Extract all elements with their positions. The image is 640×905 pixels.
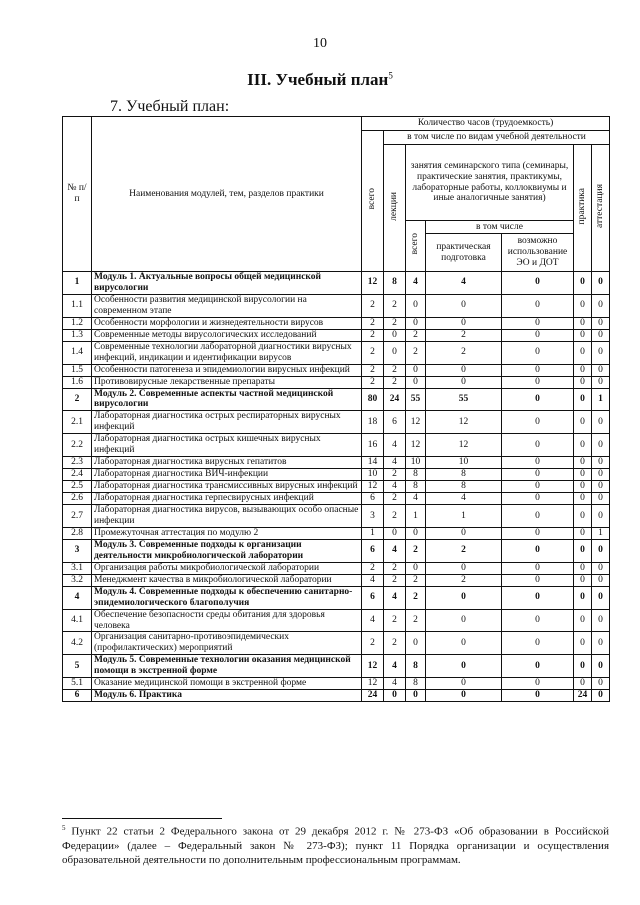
section-title-text: III. Учебный план — [247, 70, 389, 89]
cell-total: 6 — [362, 586, 384, 609]
cell-lectures: 4 — [384, 457, 406, 469]
topic-row — [63, 469, 610, 481]
cell-num: 3.2 — [63, 574, 92, 586]
cell-lectures: 0 — [384, 527, 406, 539]
cell-seminar-total: 8 — [406, 678, 426, 690]
cell-total: 1 — [362, 527, 384, 539]
cell-practical-training: 0 — [426, 527, 502, 539]
cell-lectures: 0 — [384, 690, 406, 702]
header-attestation-text: аттестация — [595, 184, 606, 229]
cell-lectures: 4 — [384, 586, 406, 609]
cell-seminar-total: 4 — [406, 493, 426, 505]
cell-attestation: 0 — [592, 539, 610, 562]
cell-num: 2.7 — [63, 505, 92, 528]
cell-seminar-total: 2 — [406, 609, 426, 632]
cell-practice: 0 — [574, 469, 592, 481]
module-row — [63, 388, 610, 411]
cell-seminar-total: 2 — [406, 539, 426, 562]
cell-total: 2 — [362, 364, 384, 376]
cell-practice: 0 — [574, 364, 592, 376]
cell-practical-training: 1 — [426, 505, 502, 528]
cell-lectures: 2 — [384, 632, 406, 655]
cell-eo-dot: 0 — [502, 341, 574, 364]
cell-practical-training: 2 — [426, 539, 502, 562]
cell-seminar-total: 0 — [406, 632, 426, 655]
footnote-divider — [62, 818, 222, 819]
cell-name: Модуль 5. Современные технологии оказания медицинской помощи в экстренной форме — [92, 655, 362, 678]
cell-practice: 0 — [574, 294, 592, 317]
footnote — [62, 824, 609, 868]
module-row — [63, 586, 610, 609]
cell-total: 18 — [362, 411, 384, 434]
cell-name: Особенности морфологии и жизнедеятельности вирусов — [92, 317, 362, 329]
cell-attestation: 0 — [592, 341, 610, 364]
cell-eo-dot: 0 — [502, 294, 574, 317]
cell-practical-training: 4 — [426, 272, 502, 295]
cell-practical-training: 4 — [426, 493, 502, 505]
header-practice — [574, 145, 592, 272]
cell-practical-training: 0 — [426, 294, 502, 317]
cell-total: 2 — [362, 632, 384, 655]
cell-practice: 0 — [574, 434, 592, 457]
cell-attestation: 0 — [592, 329, 610, 341]
cell-name: Лабораторная диагностика острых респираторных вирусных инфекций — [92, 411, 362, 434]
cell-seminar-total: 0 — [406, 376, 426, 388]
cell-attestation: 0 — [592, 364, 610, 376]
cell-eo-dot: 0 — [502, 481, 574, 493]
cell-num: 1.1 — [63, 294, 92, 317]
cell-num: 2.2 — [63, 434, 92, 457]
cell-seminar-total: 0 — [406, 690, 426, 702]
cell-practical-training: 55 — [426, 388, 502, 411]
cell-practice: 0 — [574, 457, 592, 469]
cell-seminar-total: 0 — [406, 364, 426, 376]
cell-num: 1.2 — [63, 317, 92, 329]
cell-practice: 0 — [574, 481, 592, 493]
cell-name: Оказание медицинской помощи в экстренной форме — [92, 678, 362, 690]
topic-row — [63, 434, 610, 457]
cell-name: Современные методы вирусологических исследований — [92, 329, 362, 341]
cell-name: Организация санитарно-противоэпидемических (профилактических) мероприятий — [92, 632, 362, 655]
page-number: 10 — [313, 36, 327, 51]
cell-attestation: 0 — [592, 632, 610, 655]
cell-total: 12 — [362, 655, 384, 678]
cell-lectures: 2 — [384, 562, 406, 574]
header-num: № п/п — [63, 117, 92, 272]
topic-row — [63, 481, 610, 493]
cell-seminar-total: 2 — [406, 329, 426, 341]
topic-row — [63, 376, 610, 388]
topic-row — [63, 493, 610, 505]
cell-total: 14 — [362, 457, 384, 469]
cell-name: Лабораторная диагностика ВИЧ-инфекции — [92, 469, 362, 481]
cell-num: 3.1 — [63, 562, 92, 574]
cell-eo-dot: 0 — [502, 690, 574, 702]
cell-name: Модуль 1. Актуальные вопросы общей медицинской вирусологии — [92, 272, 362, 295]
cell-seminar-total: 4 — [406, 272, 426, 295]
cell-eo-dot: 0 — [502, 469, 574, 481]
cell-seminar-total: 0 — [406, 527, 426, 539]
cell-attestation: 0 — [592, 655, 610, 678]
cell-name: Современные технологии лабораторной диагностики вирусных инфекций, индикации и идентификации вирусов — [92, 341, 362, 364]
header-eo-dot: возможно использование ЭО и ДОТ — [502, 234, 574, 272]
header-lectures-text: лекции — [389, 191, 400, 221]
cell-num: 2.1 — [63, 411, 92, 434]
header-name: Наименования модулей, тем, разделов практики — [92, 117, 362, 272]
cell-num: 5.1 — [63, 678, 92, 690]
cell-attestation: 0 — [592, 469, 610, 481]
cell-practical-training: 2 — [426, 329, 502, 341]
cell-practical-training: 12 — [426, 411, 502, 434]
cell-eo-dot: 0 — [502, 574, 574, 586]
cell-eo-dot: 0 — [502, 317, 574, 329]
cell-total: 6 — [362, 493, 384, 505]
cell-total: 2 — [362, 329, 384, 341]
cell-practice: 0 — [574, 655, 592, 678]
subtitle: 7. Учебный план: — [110, 98, 230, 115]
module-row — [63, 690, 610, 702]
cell-seminar-total: 2 — [406, 341, 426, 364]
cell-total: 16 — [362, 434, 384, 457]
cell-practice: 0 — [574, 411, 592, 434]
cell-seminar-total: 2 — [406, 586, 426, 609]
cell-practice: 0 — [574, 341, 592, 364]
cell-name: Организация работы микробиологической лаборатории — [92, 562, 362, 574]
cell-practical-training: 0 — [426, 690, 502, 702]
cell-eo-dot: 0 — [502, 562, 574, 574]
cell-name: Особенности патогенеза и эпидемиологии вирусных инфекций — [92, 364, 362, 376]
cell-practice: 0 — [574, 329, 592, 341]
cell-eo-dot: 0 — [502, 493, 574, 505]
cell-name: Лабораторная диагностика острых кишечных вирусных инфекций — [92, 434, 362, 457]
cell-eo-dot: 0 — [502, 388, 574, 411]
cell-attestation: 1 — [592, 388, 610, 411]
cell-practice: 0 — [574, 493, 592, 505]
cell-lectures: 4 — [384, 539, 406, 562]
cell-attestation: 0 — [592, 574, 610, 586]
cell-attestation: 0 — [592, 609, 610, 632]
cell-attestation: 0 — [592, 294, 610, 317]
topic-row — [63, 609, 610, 632]
cell-total: 6 — [362, 539, 384, 562]
cell-eo-dot: 0 — [502, 655, 574, 678]
cell-practical-training: 2 — [426, 574, 502, 586]
cell-total: 3 — [362, 505, 384, 528]
cell-seminar-total: 1 — [406, 505, 426, 528]
cell-eo-dot: 0 — [502, 457, 574, 469]
cell-lectures: 2 — [384, 469, 406, 481]
header-seminar-total — [406, 221, 426, 272]
cell-practical-training: 0 — [426, 632, 502, 655]
cell-seminar-total: 0 — [406, 562, 426, 574]
cell-lectures: 4 — [384, 481, 406, 493]
topic-row — [63, 341, 610, 364]
cell-attestation: 0 — [592, 376, 610, 388]
cell-attestation: 0 — [592, 457, 610, 469]
cell-eo-dot: 0 — [502, 272, 574, 295]
cell-name: Лабораторная диагностика вирусов, вызывающих особо опасные инфекции — [92, 505, 362, 528]
cell-total: 4 — [362, 574, 384, 586]
cell-num: 5 — [63, 655, 92, 678]
cell-practical-training: 0 — [426, 317, 502, 329]
cell-total: 2 — [362, 294, 384, 317]
cell-practical-training: 0 — [426, 655, 502, 678]
cell-seminar-total: 55 — [406, 388, 426, 411]
cell-lectures: 2 — [384, 493, 406, 505]
cell-attestation: 0 — [592, 678, 610, 690]
cell-seminar-total: 10 — [406, 457, 426, 469]
cell-total: 24 — [362, 690, 384, 702]
cell-practical-training: 0 — [426, 376, 502, 388]
topic-row — [63, 562, 610, 574]
cell-total: 12 — [362, 481, 384, 493]
cell-eo-dot: 0 — [502, 586, 574, 609]
header-total-text: всего — [367, 188, 378, 210]
cell-total: 2 — [362, 341, 384, 364]
header-incl: в том числе — [426, 221, 574, 234]
cell-lectures: 4 — [384, 655, 406, 678]
footnote-text: Пункт 22 статьи 2 Федерального закона от 29 декабря 2012 г. № 273-ФЗ «Об образовании в Российской Федерации» (далее – Федеральный закон № 273-ФЗ); пункт 11 Порядка организации и осуществления образовательной деятельности по дополнительным профессиональным программам. — [62, 825, 609, 867]
cell-attestation: 0 — [592, 411, 610, 434]
cell-eo-dot: 0 — [502, 329, 574, 341]
cell-eo-dot: 0 — [502, 505, 574, 528]
cell-practical-training: 2 — [426, 341, 502, 364]
section-title — [0, 70, 640, 90]
cell-num: 2.4 — [63, 469, 92, 481]
cell-practice: 0 — [574, 527, 592, 539]
cell-seminar-total: 0 — [406, 317, 426, 329]
cell-lectures: 2 — [384, 505, 406, 528]
cell-num: 1.5 — [63, 364, 92, 376]
cell-name: Промежуточная аттестация по модулю 2 — [92, 527, 362, 539]
header-hours: Количество часов (трудоемкость) — [362, 117, 610, 131]
topic-row — [63, 411, 610, 434]
cell-num: 1.3 — [63, 329, 92, 341]
topic-row — [63, 329, 610, 341]
module-row — [63, 655, 610, 678]
topic-row — [63, 527, 610, 539]
cell-name: Модуль 4. Современные подходы к обеспечению санитарно-эпидемиологического благополучия — [92, 586, 362, 609]
cell-name: Противовирусные лекарственные препараты — [92, 376, 362, 388]
cell-eo-dot: 0 — [502, 539, 574, 562]
cell-attestation: 0 — [592, 272, 610, 295]
cell-total: 2 — [362, 317, 384, 329]
cell-practice: 0 — [574, 317, 592, 329]
module-row — [63, 539, 610, 562]
curriculum-table — [62, 116, 610, 702]
cell-eo-dot: 0 — [502, 632, 574, 655]
topic-row — [63, 678, 610, 690]
cell-lectures: 0 — [384, 329, 406, 341]
cell-seminar-total: 12 — [406, 411, 426, 434]
cell-num: 2.3 — [63, 457, 92, 469]
cell-name: Модуль 6. Практика — [92, 690, 362, 702]
cell-attestation: 0 — [592, 586, 610, 609]
cell-attestation: 0 — [592, 434, 610, 457]
cell-eo-dot: 0 — [502, 609, 574, 632]
cell-seminar-total: 12 — [406, 434, 426, 457]
cell-practical-training: 12 — [426, 434, 502, 457]
cell-num: 1 — [63, 272, 92, 295]
header-seminar-total-text: всего — [410, 233, 421, 255]
cell-name: Особенности развития медицинской вирусологии на современном этапе — [92, 294, 362, 317]
header-lectures — [384, 145, 406, 272]
cell-name: Лабораторная диагностика трансмиссивных вирусных инфекций — [92, 481, 362, 493]
header-attestation — [592, 145, 610, 272]
cell-name: Менеджмент качества в микробиологической лаборатории — [92, 574, 362, 586]
cell-num: 2.8 — [63, 527, 92, 539]
cell-lectures: 24 — [384, 388, 406, 411]
cell-attestation: 0 — [592, 481, 610, 493]
cell-eo-dot: 0 — [502, 376, 574, 388]
header-by-type: в том числе по видам учебной деятельности — [384, 131, 610, 145]
cell-practice: 24 — [574, 690, 592, 702]
topic-row — [63, 364, 610, 376]
cell-attestation: 0 — [592, 317, 610, 329]
cell-practice: 0 — [574, 632, 592, 655]
cell-attestation: 0 — [592, 690, 610, 702]
cell-attestation: 1 — [592, 527, 610, 539]
cell-seminar-total: 8 — [406, 469, 426, 481]
cell-lectures: 0 — [384, 341, 406, 364]
cell-practice: 0 — [574, 586, 592, 609]
cell-total: 4 — [362, 609, 384, 632]
cell-lectures: 2 — [384, 317, 406, 329]
header-practice-text: практика — [577, 187, 588, 225]
cell-seminar-total: 8 — [406, 655, 426, 678]
cell-eo-dot: 0 — [502, 527, 574, 539]
header-seminar: занятия семинарского типа (семинары, практические занятия, практикумы, лабораторные работы, коллоквиумы и иные аналогичные занятия) — [406, 145, 574, 221]
topic-row — [63, 457, 610, 469]
cell-lectures: 6 — [384, 411, 406, 434]
cell-num: 4 — [63, 586, 92, 609]
cell-attestation: 0 — [592, 505, 610, 528]
cell-lectures: 2 — [384, 376, 406, 388]
cell-num: 2 — [63, 388, 92, 411]
cell-eo-dot: 0 — [502, 434, 574, 457]
cell-total: 80 — [362, 388, 384, 411]
header-practical-training: практическая подготовка — [426, 234, 502, 272]
cell-num: 4.1 — [63, 609, 92, 632]
topic-row — [63, 294, 610, 317]
cell-num: 2.5 — [63, 481, 92, 493]
topic-row — [63, 505, 610, 528]
cell-practice: 0 — [574, 574, 592, 586]
cell-practice: 0 — [574, 376, 592, 388]
cell-total: 2 — [362, 562, 384, 574]
cell-eo-dot: 0 — [502, 364, 574, 376]
cell-practice: 0 — [574, 678, 592, 690]
cell-name: Лабораторная диагностика герпесвирусных инфекций — [92, 493, 362, 505]
table-body — [63, 272, 610, 702]
cell-practical-training: 10 — [426, 457, 502, 469]
cell-name: Обеспечение безопасности среды обитания для здоровья человека — [92, 609, 362, 632]
cell-num: 3 — [63, 539, 92, 562]
topic-row — [63, 574, 610, 586]
cell-num: 2.6 — [63, 493, 92, 505]
cell-total: 12 — [362, 272, 384, 295]
cell-practical-training: 0 — [426, 609, 502, 632]
cell-attestation: 0 — [592, 493, 610, 505]
cell-lectures: 4 — [384, 678, 406, 690]
cell-practical-training: 0 — [426, 562, 502, 574]
cell-eo-dot: 0 — [502, 678, 574, 690]
cell-total: 12 — [362, 678, 384, 690]
cell-num: 1.4 — [63, 341, 92, 364]
cell-lectures: 2 — [384, 574, 406, 586]
cell-lectures: 2 — [384, 609, 406, 632]
cell-total: 10 — [362, 469, 384, 481]
cell-practical-training: 0 — [426, 678, 502, 690]
cell-seminar-total: 8 — [406, 481, 426, 493]
cell-lectures: 4 — [384, 434, 406, 457]
topic-row — [63, 632, 610, 655]
cell-practice: 0 — [574, 272, 592, 295]
cell-practical-training: 0 — [426, 364, 502, 376]
footnote-mark: 5 — [62, 824, 66, 832]
cell-practice: 0 — [574, 505, 592, 528]
cell-num: 4.2 — [63, 632, 92, 655]
module-row — [63, 272, 610, 295]
title-footnote-mark: 5 — [388, 70, 393, 81]
cell-practice: 0 — [574, 539, 592, 562]
cell-practice: 0 — [574, 562, 592, 574]
cell-lectures: 2 — [384, 294, 406, 317]
cell-name: Модуль 2. Современные аспекты частной медицинской вирусологии — [92, 388, 362, 411]
cell-practical-training: 0 — [426, 586, 502, 609]
cell-num: 1.6 — [63, 376, 92, 388]
cell-seminar-total: 0 — [406, 294, 426, 317]
cell-eo-dot: 0 — [502, 411, 574, 434]
cell-total: 2 — [362, 376, 384, 388]
topic-row — [63, 317, 610, 329]
cell-practice: 0 — [574, 609, 592, 632]
cell-num: 6 — [63, 690, 92, 702]
cell-lectures: 8 — [384, 272, 406, 295]
cell-name: Лабораторная диагностика вирусных гепатитов — [92, 457, 362, 469]
cell-practical-training: 8 — [426, 469, 502, 481]
cell-lectures: 2 — [384, 364, 406, 376]
cell-name: Модуль 3. Современные подходы к организации деятельности микробиологической лаборатории — [92, 539, 362, 562]
header-total — [362, 131, 384, 272]
cell-seminar-total: 2 — [406, 574, 426, 586]
cell-practical-training: 8 — [426, 481, 502, 493]
cell-practice: 0 — [574, 388, 592, 411]
cell-attestation: 0 — [592, 562, 610, 574]
